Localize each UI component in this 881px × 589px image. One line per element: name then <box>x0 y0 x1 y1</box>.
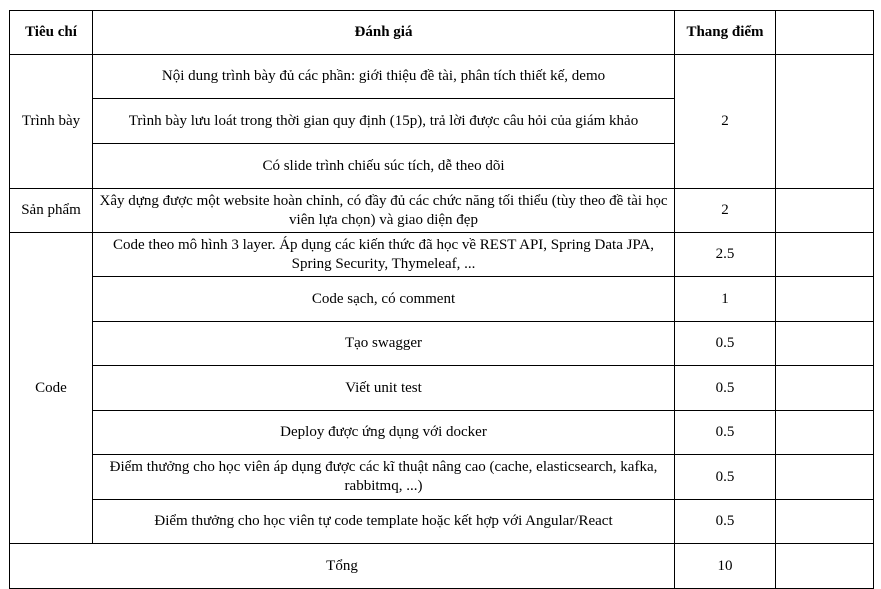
evaluation-cell: Xây dựng được một website hoàn chỉnh, có đầy đủ các chức năng tối thiểu (tùy theo đề tài học viên lựa chọn) và giao diện đẹp <box>93 189 675 233</box>
header-criteria: Tiêu chí <box>10 11 93 55</box>
score-presentation: 2 <box>675 55 776 189</box>
table-row <box>10 366 874 411</box>
table-row <box>10 277 874 322</box>
evaluation-cell: Code theo mô hình 3 layer. Áp dụng các kiến thức đã học về REST API, Spring Data JPA, Spring Security, Thymeleaf, ... <box>93 233 675 277</box>
evaluation-cell: Code sạch, có comment <box>93 277 675 322</box>
criteria-presentation: Trình bày <box>10 55 93 189</box>
total-label: Tổng <box>10 544 675 589</box>
header-row <box>10 11 874 55</box>
score-cell: 0.5 <box>675 455 776 500</box>
evaluation-cell: Tạo swagger <box>93 322 675 366</box>
extra-cell <box>776 233 874 277</box>
table-row <box>10 500 874 544</box>
evaluation-cell: Nội dung trình bày đủ các phần: giới thiệu đề tài, phân tích thiết kế, demo <box>93 55 675 99</box>
extra-cell <box>776 366 874 411</box>
header-score: Thang điểm <box>675 11 776 55</box>
header-evaluation: Đánh giá <box>93 11 675 55</box>
total-row <box>10 544 874 589</box>
score-product: 2 <box>675 189 776 233</box>
extra-cell <box>776 455 874 500</box>
extra-cell <box>776 544 874 589</box>
score-cell: 0.5 <box>675 366 776 411</box>
extra-cell <box>776 411 874 455</box>
score-cell: 0.5 <box>675 411 776 455</box>
score-cell: 0.5 <box>675 322 776 366</box>
evaluation-cell: Điểm thưởng cho học viên tự code template hoặc kết hợp với Angular/React <box>93 500 675 544</box>
total-score: 10 <box>675 544 776 589</box>
evaluation-cell: Deploy được ứng dụng với docker <box>93 411 675 455</box>
evaluation-cell: Trình bày lưu loát trong thời gian quy định (15p), trả lời được câu hỏi của giám khảo <box>93 99 675 144</box>
table-row <box>10 455 874 500</box>
extra-cell <box>776 189 874 233</box>
extra-cell <box>776 322 874 366</box>
grading-rubric-table <box>9 10 874 589</box>
criteria-product: Sản phẩm <box>10 189 93 233</box>
score-cell: 1 <box>675 277 776 322</box>
extra-cell <box>776 277 874 322</box>
criteria-code: Code <box>10 233 93 544</box>
evaluation-cell: Viết unit test <box>93 366 675 411</box>
evaluation-cell: Có slide trình chiếu súc tích, dễ theo dõi <box>93 144 675 189</box>
score-cell: 2.5 <box>675 233 776 277</box>
evaluation-cell: Điểm thưởng cho học viên áp dụng được các kĩ thuật nâng cao (cache, elasticsearch, kafka, rabbitmq, ...) <box>93 455 675 500</box>
table-row <box>10 411 874 455</box>
table-row <box>10 322 874 366</box>
header-extra <box>776 11 874 55</box>
table-row <box>10 233 874 277</box>
score-cell: 0.5 <box>675 500 776 544</box>
extra-cell <box>776 55 874 189</box>
extra-cell <box>776 500 874 544</box>
table-row <box>10 55 874 99</box>
table-row <box>10 189 874 233</box>
